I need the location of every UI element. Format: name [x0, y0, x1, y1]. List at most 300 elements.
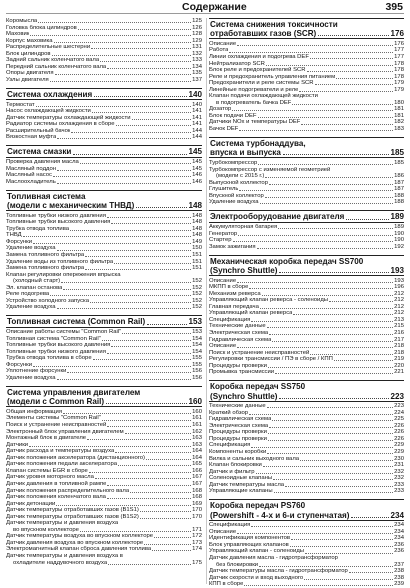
toc-entry-title: Датчик температуры и давления воздуха: [6, 520, 119, 527]
toc-entry-page: 189: [394, 224, 404, 230]
toc-entry-page: 238: [394, 568, 404, 575]
section-title: Топливная система: [7, 191, 86, 201]
toc-entry-title: Управляющий клапан реверса: [209, 310, 293, 317]
dot-leader: [90, 302, 191, 303]
toc-entry-title: Блок подачи DEF: [209, 112, 257, 119]
toc-entry-page: 140: [192, 101, 202, 108]
toc-entry-title: Расширительный бачок: [6, 127, 71, 134]
toc-entry[interactable]: [209, 244, 404, 251]
section-entries: [6, 211, 202, 311]
toc-entry-title: Электронный блок управления двигателем: [6, 428, 124, 435]
toc-entry-title: Клапан блокировки: [209, 462, 262, 469]
toc-entry-title: Клапан системы EGR в сборе: [6, 467, 88, 474]
toc-entry-title: во впускном коллекторе: [13, 526, 79, 533]
toc-entry[interactable]: [6, 179, 202, 186]
toc-entry-title: Масляный насос: [6, 172, 52, 179]
toc-entry-title: Поиск и устранение неисправностей: [209, 349, 310, 356]
toc-entry-title: Опоры двигателя: [6, 70, 54, 77]
toc-entry-title: Задний сальник коленчатого вала: [6, 57, 100, 64]
section-heading[interactable]: [209, 210, 404, 222]
toc-section: [209, 499, 404, 587]
toc-entry-page: 144: [192, 127, 202, 134]
dot-leader: [89, 472, 191, 473]
dot-leader: [268, 440, 393, 441]
toc-entry-page: 156: [192, 374, 202, 381]
toc-entry-title: Главная передача: [209, 303, 259, 310]
dot-leader: [290, 546, 393, 547]
toc-entry-page: 141: [192, 121, 202, 128]
toc-section: [209, 255, 404, 376]
toc-entry-page: 236: [394, 548, 404, 555]
section-entries: [209, 223, 404, 251]
dot-leader: [57, 379, 192, 380]
toc-section: [6, 315, 202, 381]
section-heading[interactable]: [6, 88, 202, 100]
toc-entry-title: Идентификация компонентов: [209, 535, 291, 542]
dot-leader: [52, 55, 192, 56]
dot-leader: [256, 473, 394, 474]
toc-entry-page: 234: [394, 535, 404, 542]
toc-entry-page: 161: [192, 415, 202, 422]
toc-entry-page: 148: [192, 232, 202, 239]
dot-leader: [310, 58, 393, 59]
toc-entry[interactable]: [209, 126, 404, 133]
dot-leader: [273, 479, 393, 480]
toc-entry-page: 212: [394, 290, 404, 297]
section-heading[interactable]: [209, 255, 404, 276]
section-entries: [209, 39, 404, 132]
toc-entry-title: Нейтрализатор SCR: [209, 60, 265, 67]
dot-leader: [334, 360, 393, 361]
toc-entry-title: Датчик положения коленчатого вала: [6, 494, 106, 501]
toc-entry-title: КПП в сборе: [209, 581, 244, 588]
toc-entry-title: Маховик: [6, 31, 30, 38]
toc-entry-page: 171: [192, 526, 202, 533]
section-title: (модели с Common Rail): [7, 397, 105, 407]
dot-leader: [265, 197, 393, 198]
dot-leader: [107, 498, 191, 499]
dot-leader: [78, 29, 191, 30]
dot-leader: [56, 505, 191, 506]
toc-entry-page: 149: [192, 238, 202, 245]
toc-entry-title: Описание: [209, 40, 237, 47]
section-page: 148: [188, 201, 202, 211]
toc-entry-page: 164: [192, 448, 202, 455]
dot-leader: [251, 526, 393, 527]
section-page: 189: [390, 212, 404, 222]
toc-entry-page: 161: [192, 422, 202, 429]
section-page: 234: [390, 510, 404, 520]
section-heading[interactable]: [209, 380, 404, 401]
toc-entry-title: Электрическая схема: [209, 422, 269, 429]
toc-section: [209, 380, 404, 495]
toc-entry-title: Распределительные шестерни: [6, 44, 91, 51]
toc-entry-title: Устройство холодного запуска: [6, 297, 89, 304]
toc-entry-title: Электромагнитный клапан сброса давления топлива: [6, 546, 152, 553]
section-heading[interactable]: [209, 137, 404, 158]
dot-leader: [107, 68, 191, 69]
toc-entry-page: 212: [394, 297, 404, 304]
section-entries: [6, 100, 202, 141]
toc-entry-title: Монтажный блок в двигателе: [6, 435, 87, 442]
toc-entry-page: 156: [192, 368, 202, 375]
dot-leader: [107, 353, 191, 354]
toc-entry-page: 152: [192, 291, 202, 298]
toc-entry-title: Корпус маховика: [6, 37, 53, 44]
toc-entry-title: Головка блока цилиндров: [6, 24, 77, 31]
toc-entry-title: Компоненты коробки: [209, 449, 267, 456]
dot-leader: [267, 327, 393, 328]
dot-leader: [233, 241, 394, 242]
toc-entry-title: МКПП в сборе: [209, 284, 249, 291]
dot-leader: [57, 170, 191, 171]
toc-entry-page: 177: [394, 54, 404, 60]
dot-leader: [291, 539, 393, 540]
toc-entry-page: 224: [394, 409, 404, 416]
dot-leader: [239, 190, 393, 191]
section-title-line: [210, 511, 404, 520]
toc-entry-title: Клапан подачи охлаждающей жидкости: [209, 93, 318, 100]
dot-leader: [307, 71, 394, 72]
dot-leader: [292, 104, 393, 105]
section-title: Коробка передач SS750: [210, 382, 306, 392]
toc-entry-page: 168: [192, 494, 202, 501]
dot-leader: [118, 465, 191, 466]
toc-entry[interactable]: [209, 199, 404, 206]
toc-entry-title: Выпускной коллектор: [209, 179, 268, 186]
toc-entry-title: Узлы двигателя: [6, 76, 49, 83]
dot-leader: [349, 572, 393, 573]
dot-leader: [279, 272, 389, 273]
toc-entry-page: 223: [394, 403, 404, 410]
toc-entry-title: Датчик температуры охлаждающей жидкости: [6, 114, 131, 121]
toc-entry-title: охладителе наддувочного воздуха: [13, 559, 108, 566]
toc-entry-title: Турбокомпрессор с изменяемой геометрией: [209, 166, 331, 173]
toc-entry-title: Управляющие клапаны: [209, 488, 273, 495]
dot-leader: [116, 125, 192, 126]
toc-entry-title: Датчик температуры отработавших газов (B1S2): [6, 513, 139, 520]
toc-entry-title: Радиатор системы охлаждения в сборе: [6, 121, 115, 128]
toc-entry-page: 174: [192, 546, 202, 553]
toc-entry-title: Работа: [209, 47, 229, 54]
toc-entry-page: 176: [394, 40, 404, 47]
toc-entry-title: (модели с 2015 г.): [216, 173, 265, 180]
toc-entry-title: Реле подогрева: [6, 291, 50, 298]
toc-entry-page: 237: [394, 561, 404, 568]
dot-leader: [50, 81, 191, 82]
dot-leader: [54, 42, 192, 43]
toc-entry-page: 137: [192, 76, 202, 83]
dot-leader: [265, 177, 393, 178]
toc-entry-title: Блок цилиндров: [6, 50, 51, 57]
dot-leader: [23, 236, 192, 237]
section-title-line: [210, 148, 404, 157]
toc-entry-title: Описание: [209, 343, 237, 350]
dot-leader: [274, 492, 394, 493]
toc-entry-page: 134: [192, 63, 202, 70]
section-title: Система охлаждения: [7, 89, 93, 99]
section-entries: [6, 328, 202, 382]
toc-entry-title: Датчик уровня моторного масла: [6, 474, 94, 481]
section-title: (модели с механическим ТНВД): [7, 201, 135, 211]
dot-leader: [283, 154, 390, 155]
toc-entry-title: Вилка и сальник выходного вала: [209, 455, 300, 462]
toc-entry-title: Топливные трубки низкого давления: [6, 348, 106, 355]
toc-entry-page: 132: [192, 50, 202, 57]
dot-leader: [95, 478, 191, 479]
toc-entry-page: 232: [394, 475, 404, 482]
toc-entry-page: 219: [394, 356, 404, 363]
section-title-line: [210, 382, 404, 391]
dot-leader: [80, 163, 191, 164]
toc-entry-page: 154: [192, 335, 202, 342]
toc-entry-title: Блок управляющих клапанов: [209, 541, 289, 548]
toc-entry[interactable]: [6, 560, 202, 567]
dot-leader: [53, 176, 191, 177]
section-entries: [6, 407, 202, 566]
toc-entry-page: 212: [394, 310, 404, 317]
toc-entry-title: Процедуры проверки: [209, 429, 267, 436]
toc-entry-page: 170: [192, 513, 202, 520]
toc-entry-page: 172: [192, 533, 202, 540]
dot-leader: [30, 35, 191, 36]
dot-leader: [122, 333, 191, 334]
dot-leader: [258, 164, 393, 165]
section-heading[interactable]: [6, 190, 202, 211]
toc-entry-page: 146: [192, 178, 202, 185]
toc-entry-page: 179: [394, 80, 404, 87]
toc-entry-title: Уплотнение форсунки: [6, 368, 67, 375]
dot-leader: [305, 553, 393, 554]
toc-entry-title: Термостат: [6, 101, 35, 108]
dot-leader: [87, 439, 191, 440]
toc-entry-title: Дозатор: [209, 106, 232, 113]
dot-leader: [140, 518, 191, 519]
toc-entry-title: Маслоохладитель: [6, 178, 56, 185]
toc-entry-page: 148: [192, 219, 202, 226]
toc-entry-title: в подогреватель бачка DEF: [216, 99, 292, 106]
toc-entry-page: 141: [192, 114, 202, 121]
section-title: Коробка передач PS760: [210, 501, 306, 511]
section-heading[interactable]: [6, 315, 202, 327]
toc-entry-page: 163: [192, 441, 202, 448]
dot-leader: [100, 61, 191, 62]
toc-entry-title: Гидравлическая схема: [209, 336, 272, 343]
toc-entry-page: 181: [394, 106, 404, 113]
dot-leader: [61, 282, 191, 283]
dot-leader: [301, 124, 393, 125]
section-page: 223: [390, 391, 404, 401]
toc-entry-page: 162: [192, 428, 202, 435]
section-title-line: [210, 266, 404, 275]
toc-entry-title: Стартер: [209, 237, 232, 244]
toc-entry-page: 217: [394, 336, 404, 343]
toc-entry[interactable]: [6, 375, 202, 382]
dot-leader: [237, 45, 393, 46]
toc-entry[interactable]: [209, 369, 404, 376]
toc-entry-title: Турбокомпрессор: [209, 159, 258, 166]
dot-leader: [275, 373, 393, 374]
dot-leader: [249, 288, 393, 289]
toc-entry-page: 178: [394, 73, 404, 80]
toc-entry-page: 125: [192, 18, 202, 24]
toc-entry-title: Топливные трубки высокого давления: [6, 219, 111, 226]
toc-entry-page: 230: [394, 455, 404, 462]
toc-entry-page: 164: [192, 454, 202, 461]
toc-section: [6, 88, 202, 141]
toc-entry-title: Топливная система "Common Rail": [6, 335, 101, 342]
section-title-line: [7, 388, 202, 397]
toc-entry-page: 160: [192, 408, 202, 415]
section-page: 160: [188, 397, 202, 407]
dot-leader: [114, 263, 191, 264]
toc-entry-title: (холодный старт): [13, 278, 61, 285]
dot-leader: [299, 91, 393, 92]
toc-entry-page: 165: [192, 461, 202, 468]
toc-entry-title: Датчик положения распределительного вала: [6, 487, 130, 494]
dot-leader: [272, 420, 393, 421]
toc-entry-title: Датчик давления в топливной рампе: [6, 480, 107, 487]
toc-entry-title: Масляный поддон: [6, 165, 56, 172]
dot-leader: [57, 308, 192, 309]
dot-leader: [238, 235, 393, 236]
dot-leader: [263, 466, 393, 467]
dot-leader: [107, 426, 191, 427]
section-heading[interactable]: [6, 386, 202, 407]
dot-leader: [115, 452, 191, 453]
toc-entry-page: 177: [394, 47, 404, 54]
dot-leader: [55, 74, 192, 75]
section-title-line: [210, 501, 404, 510]
section-title-line: [210, 257, 404, 266]
dot-leader: [267, 407, 393, 408]
section-title: впуска и выпуска: [210, 148, 281, 158]
section-heading[interactable]: [6, 145, 202, 157]
dot-leader: [93, 359, 192, 360]
toc-entry-page: 232: [394, 468, 404, 475]
section-heading[interactable]: [209, 18, 404, 39]
toc-entry-title: Линии охлаждения и подогрева DEF: [209, 54, 309, 60]
toc-entry[interactable]: [209, 581, 404, 588]
section-title-line: [7, 201, 202, 210]
dot-leader: [50, 295, 191, 296]
toc-entry-title: Датчик положения акселератора (дистанционного): [6, 454, 145, 461]
toc-entry-title: Трубка отвода топлива: [6, 225, 70, 232]
toc-entry-page: 196: [394, 284, 404, 291]
dot-leader: [318, 35, 389, 36]
toc-entry-page: 175: [192, 559, 202, 566]
toc-entry-title: Спецификация: [209, 442, 251, 449]
toc-entry[interactable]: [209, 488, 404, 495]
toc-entry-page: 148: [192, 212, 202, 219]
toc-entry-page: 154: [192, 348, 202, 355]
dot-leader: [259, 566, 393, 567]
toc-entry-title: Удаление воздуха: [209, 199, 259, 206]
toc-entry-page: 226: [394, 429, 404, 436]
toc-entry-page: 151: [192, 265, 202, 272]
section-title-line: [7, 317, 202, 326]
section-title: отработавших газов (SCR): [210, 29, 317, 39]
section-title: Система снижения токсичности: [210, 20, 338, 29]
toc-entry-title: Удаление воздуха: [6, 245, 56, 252]
dot-leader: [279, 398, 389, 399]
section-title: Механическая коробка передач SS700: [210, 256, 364, 266]
dot-leader: [262, 295, 394, 296]
section-page: 193: [390, 265, 404, 275]
dot-leader: [267, 453, 393, 454]
toc-entry-title: Эл. клапан останова: [6, 284, 63, 291]
toc-entry-page: 144: [192, 134, 202, 141]
section-title-line: [7, 192, 202, 201]
toc-entry-page: 145: [192, 165, 202, 172]
toc-entry[interactable]: [6, 134, 202, 141]
toc-entry-page: 238: [394, 574, 404, 581]
section-entries: [209, 521, 404, 588]
toc-entry-page: 167: [192, 480, 202, 487]
section-page: 185: [390, 148, 404, 158]
toc-entry-title: Глушитель: [209, 186, 239, 193]
toc-entry-page: 188: [394, 192, 404, 199]
toc-entry-title: Промывка трансмиссии: [209, 369, 275, 376]
toc-entry-title: Описание: [209, 528, 237, 535]
toc-entry-title: Процедуры проверки: [209, 362, 267, 369]
dot-leader: [38, 22, 191, 23]
dot-leader: [154, 537, 191, 538]
toc-entry-title: Замок зажигания: [209, 243, 256, 250]
toc-entry-page: 128: [192, 31, 202, 38]
dot-leader: [102, 420, 191, 421]
dot-leader: [67, 372, 191, 373]
dot-leader: [285, 486, 393, 487]
toc-entry-page: 178: [394, 67, 404, 74]
toc-section: [6, 190, 202, 311]
toc-entry-page: 190: [394, 237, 404, 244]
toc-entry-title: Спецификация: [209, 316, 251, 323]
dot-leader: [107, 217, 191, 218]
toc-entry-title: Датчики NOx и температуры DEF: [209, 119, 301, 126]
dot-leader: [111, 346, 191, 347]
toc-entry[interactable]: [6, 304, 202, 311]
toc-entry[interactable]: [6, 77, 202, 84]
dot-leader: [268, 367, 393, 368]
dot-leader: [237, 533, 393, 534]
dot-leader: [237, 282, 393, 283]
toc-entry-title: Датчики: [6, 441, 29, 448]
toc-entry-title: Поиск и устранение неисправностей: [6, 422, 107, 429]
dot-leader: [269, 427, 393, 428]
dot-leader: [304, 579, 393, 580]
toc-entry-page: 131: [192, 44, 202, 51]
toc-entry-title: Топливные трубки высокого давления: [6, 342, 111, 349]
dot-leader: [260, 203, 394, 204]
section-heading[interactable]: [209, 499, 404, 520]
toc-entry-title: Топливные трубки низкого давления: [6, 212, 106, 219]
section-title: Система смазки: [7, 147, 72, 157]
dot-leader: [269, 184, 393, 185]
toc-entry-page: 185: [394, 159, 404, 166]
toc-entry-title: Датчик температуры масла - гидротрансформатор: [209, 568, 348, 575]
toc-entry-page: 212: [394, 303, 404, 310]
toc-entry-page: 152: [192, 284, 202, 291]
dot-leader: [244, 585, 393, 586]
dot-leader: [239, 130, 393, 131]
dot-leader: [251, 447, 393, 448]
toc-entry-page: 179: [394, 86, 404, 93]
toc-entry-page: 233: [394, 488, 404, 495]
section-title-line: [7, 397, 202, 406]
section-entries: [209, 158, 404, 205]
toc-entry-page: 187: [394, 186, 404, 193]
